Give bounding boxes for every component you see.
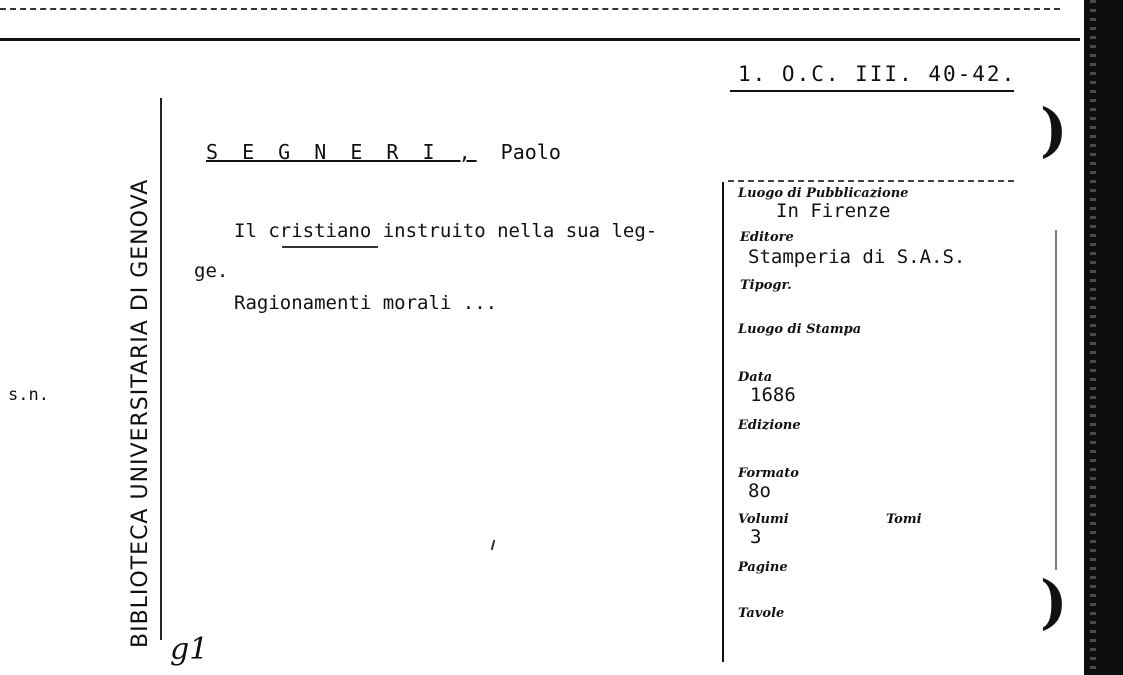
left-margin-line xyxy=(160,120,162,640)
subtitle: Ragionamenti morali ... xyxy=(234,292,498,314)
field-box-top xyxy=(728,180,1014,182)
label-editore: Editore xyxy=(740,230,794,245)
label-data: Data xyxy=(738,370,773,385)
stray-mark xyxy=(491,540,496,550)
title-underline xyxy=(282,246,378,248)
top-dashed-border xyxy=(0,8,1060,10)
author-surname: S E G N E R I , xyxy=(206,140,477,164)
value-volumi: 3 xyxy=(750,526,762,548)
value-formato: 8o xyxy=(748,480,771,502)
scan-edge-bar xyxy=(1084,0,1123,675)
margin-mark xyxy=(160,98,162,120)
institution-stamp: BIBLIOTECA UNIVERSITARIA DI GENOVA xyxy=(128,178,153,648)
title-line-1: Il cristiano instruito nella sua leg- xyxy=(234,220,658,242)
catalog-number: 1. O.C. III. 40-42. xyxy=(738,62,1017,86)
value-data: 1686 xyxy=(750,384,796,406)
label-tipogr: Tipogr. xyxy=(740,278,792,293)
label-luogo-stampa: Luogo di Stampa xyxy=(738,322,862,337)
catalog-underline xyxy=(730,90,1014,92)
binding-hole-top: ) xyxy=(1040,96,1068,164)
label-formato: Formato xyxy=(738,466,799,481)
author-first-name: Paolo xyxy=(500,140,561,164)
right-margin-line xyxy=(1055,230,1057,570)
label-edizione: Edizione xyxy=(738,418,801,433)
label-tomi: Tomi xyxy=(886,512,922,527)
field-box-line xyxy=(722,182,724,662)
binding-hole-bottom: ) xyxy=(1040,568,1068,636)
handwritten-signature: g1 xyxy=(170,632,209,667)
label-luogo-pubblicazione: Luogo di Pubblicazione xyxy=(738,186,909,201)
top-border-line xyxy=(0,38,1080,41)
label-pagine: Pagine xyxy=(738,560,788,575)
author-heading xyxy=(206,140,561,164)
label-tavole: Tavole xyxy=(738,606,785,621)
label-volumi: Volumi xyxy=(738,512,789,527)
value-editore: Stamperia di S.A.S. xyxy=(748,246,966,268)
value-luogo-pubblicazione: In Firenze xyxy=(776,200,891,222)
title-line-2: ge. xyxy=(194,260,229,282)
left-note: s.n. xyxy=(8,385,49,405)
